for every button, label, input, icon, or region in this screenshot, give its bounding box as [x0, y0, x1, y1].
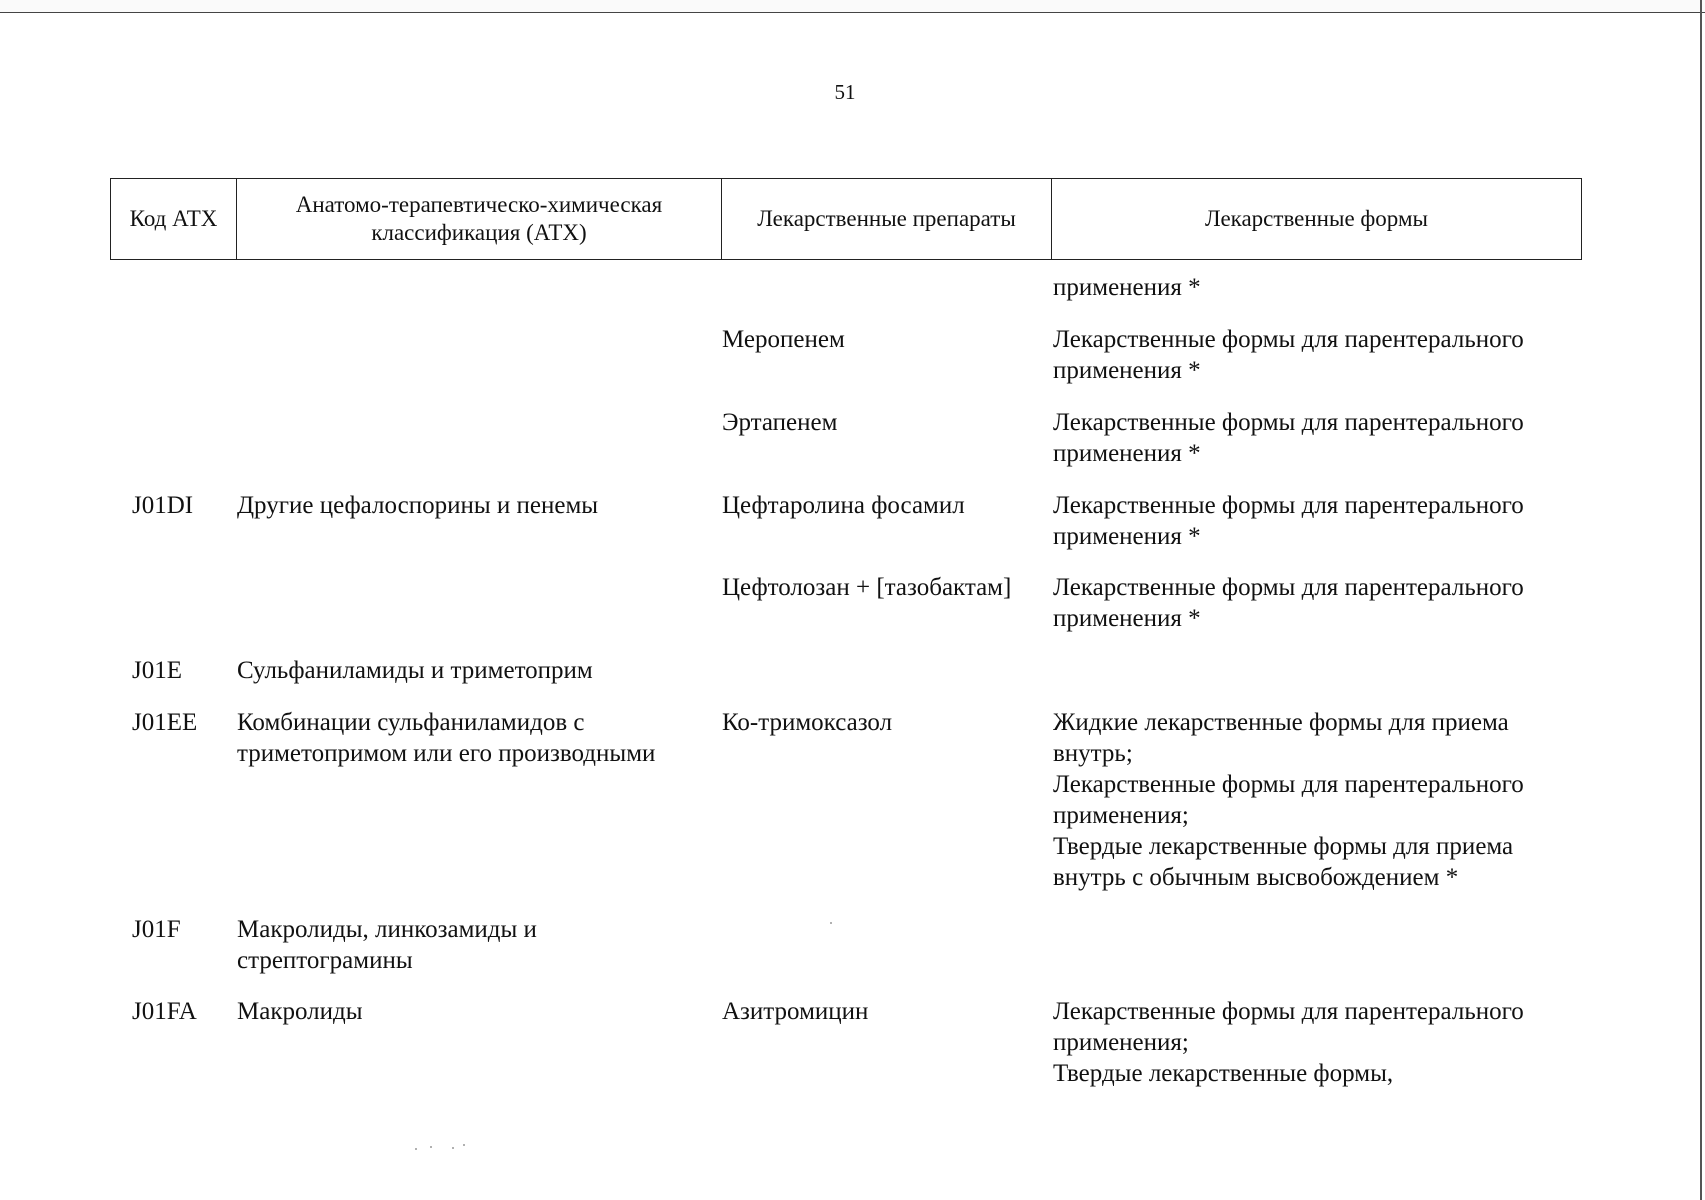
page-number: 51 [834, 80, 856, 104]
cell-drug: Меропенем [722, 326, 845, 353]
cell-classification: Макролиды, линкозамиды и стрептограмины [237, 916, 537, 974]
scan-speck [830, 922, 832, 924]
cell-drug: Цефтаролина фосамил [722, 492, 965, 519]
cell-classification: Другие цефалоспорины и пенемы [237, 492, 599, 519]
cell-classification: Макролиды [237, 998, 363, 1025]
cell-forms: Лекарственные формы для парентерального применения * [1053, 326, 1524, 384]
scan-speck [463, 1144, 465, 1146]
table-header [110, 178, 1582, 260]
cell-code: J01FA [132, 998, 197, 1025]
scan-right-edge [1700, 0, 1702, 1200]
cell-code: J01F [132, 916, 181, 943]
header-drugs: Лекарственные препараты [722, 179, 1052, 259]
cell-forms: Жидкие лекарственные формы для приема внутрь; Лекарственные формы для парентерального применения; Твердые лекарственные формы для приема внутрь с обычным высвобождением * [1053, 709, 1524, 891]
scan-speck [430, 1146, 432, 1148]
cell-classification: Сульфаниламиды и триметоприм [237, 657, 593, 684]
scan-top-edge [0, 0, 1705, 13]
scan-speck [415, 1148, 417, 1150]
cell-drug: Ко-тримоксазол [722, 709, 893, 736]
cell-code: J01EE [132, 709, 198, 736]
cell-code: J01DI [132, 492, 194, 519]
cell-code: J01E [132, 657, 182, 684]
cell-forms: Лекарственные формы для парентерального применения; Твердые лекарственные формы, [1053, 998, 1524, 1087]
cell-forms: Лекарственные формы для парентерального применения * [1053, 409, 1524, 467]
cell-classification: Комбинации сульфаниламидов с триметопримом или его производными [237, 709, 656, 767]
cell-forms: Лекарственные формы для парентерального применения * [1053, 492, 1524, 550]
scan-speck [452, 1147, 454, 1149]
header-classification: Анатомо-терапевтическо-химическая классификация (АТХ) [237, 179, 722, 259]
cell-forms: Лекарственные формы для парентерального применения * [1053, 574, 1524, 632]
header-code: Код АТХ [111, 179, 237, 259]
cell-forms: применения * [1053, 274, 1201, 301]
cell-drug: Азитромицин [722, 998, 869, 1025]
header-forms: Лекарственные формы [1205, 206, 1428, 231]
cell-drug: Эртапенем [722, 409, 838, 436]
cell-drug: Цефтолозан + [тазобактам] [722, 574, 1012, 601]
